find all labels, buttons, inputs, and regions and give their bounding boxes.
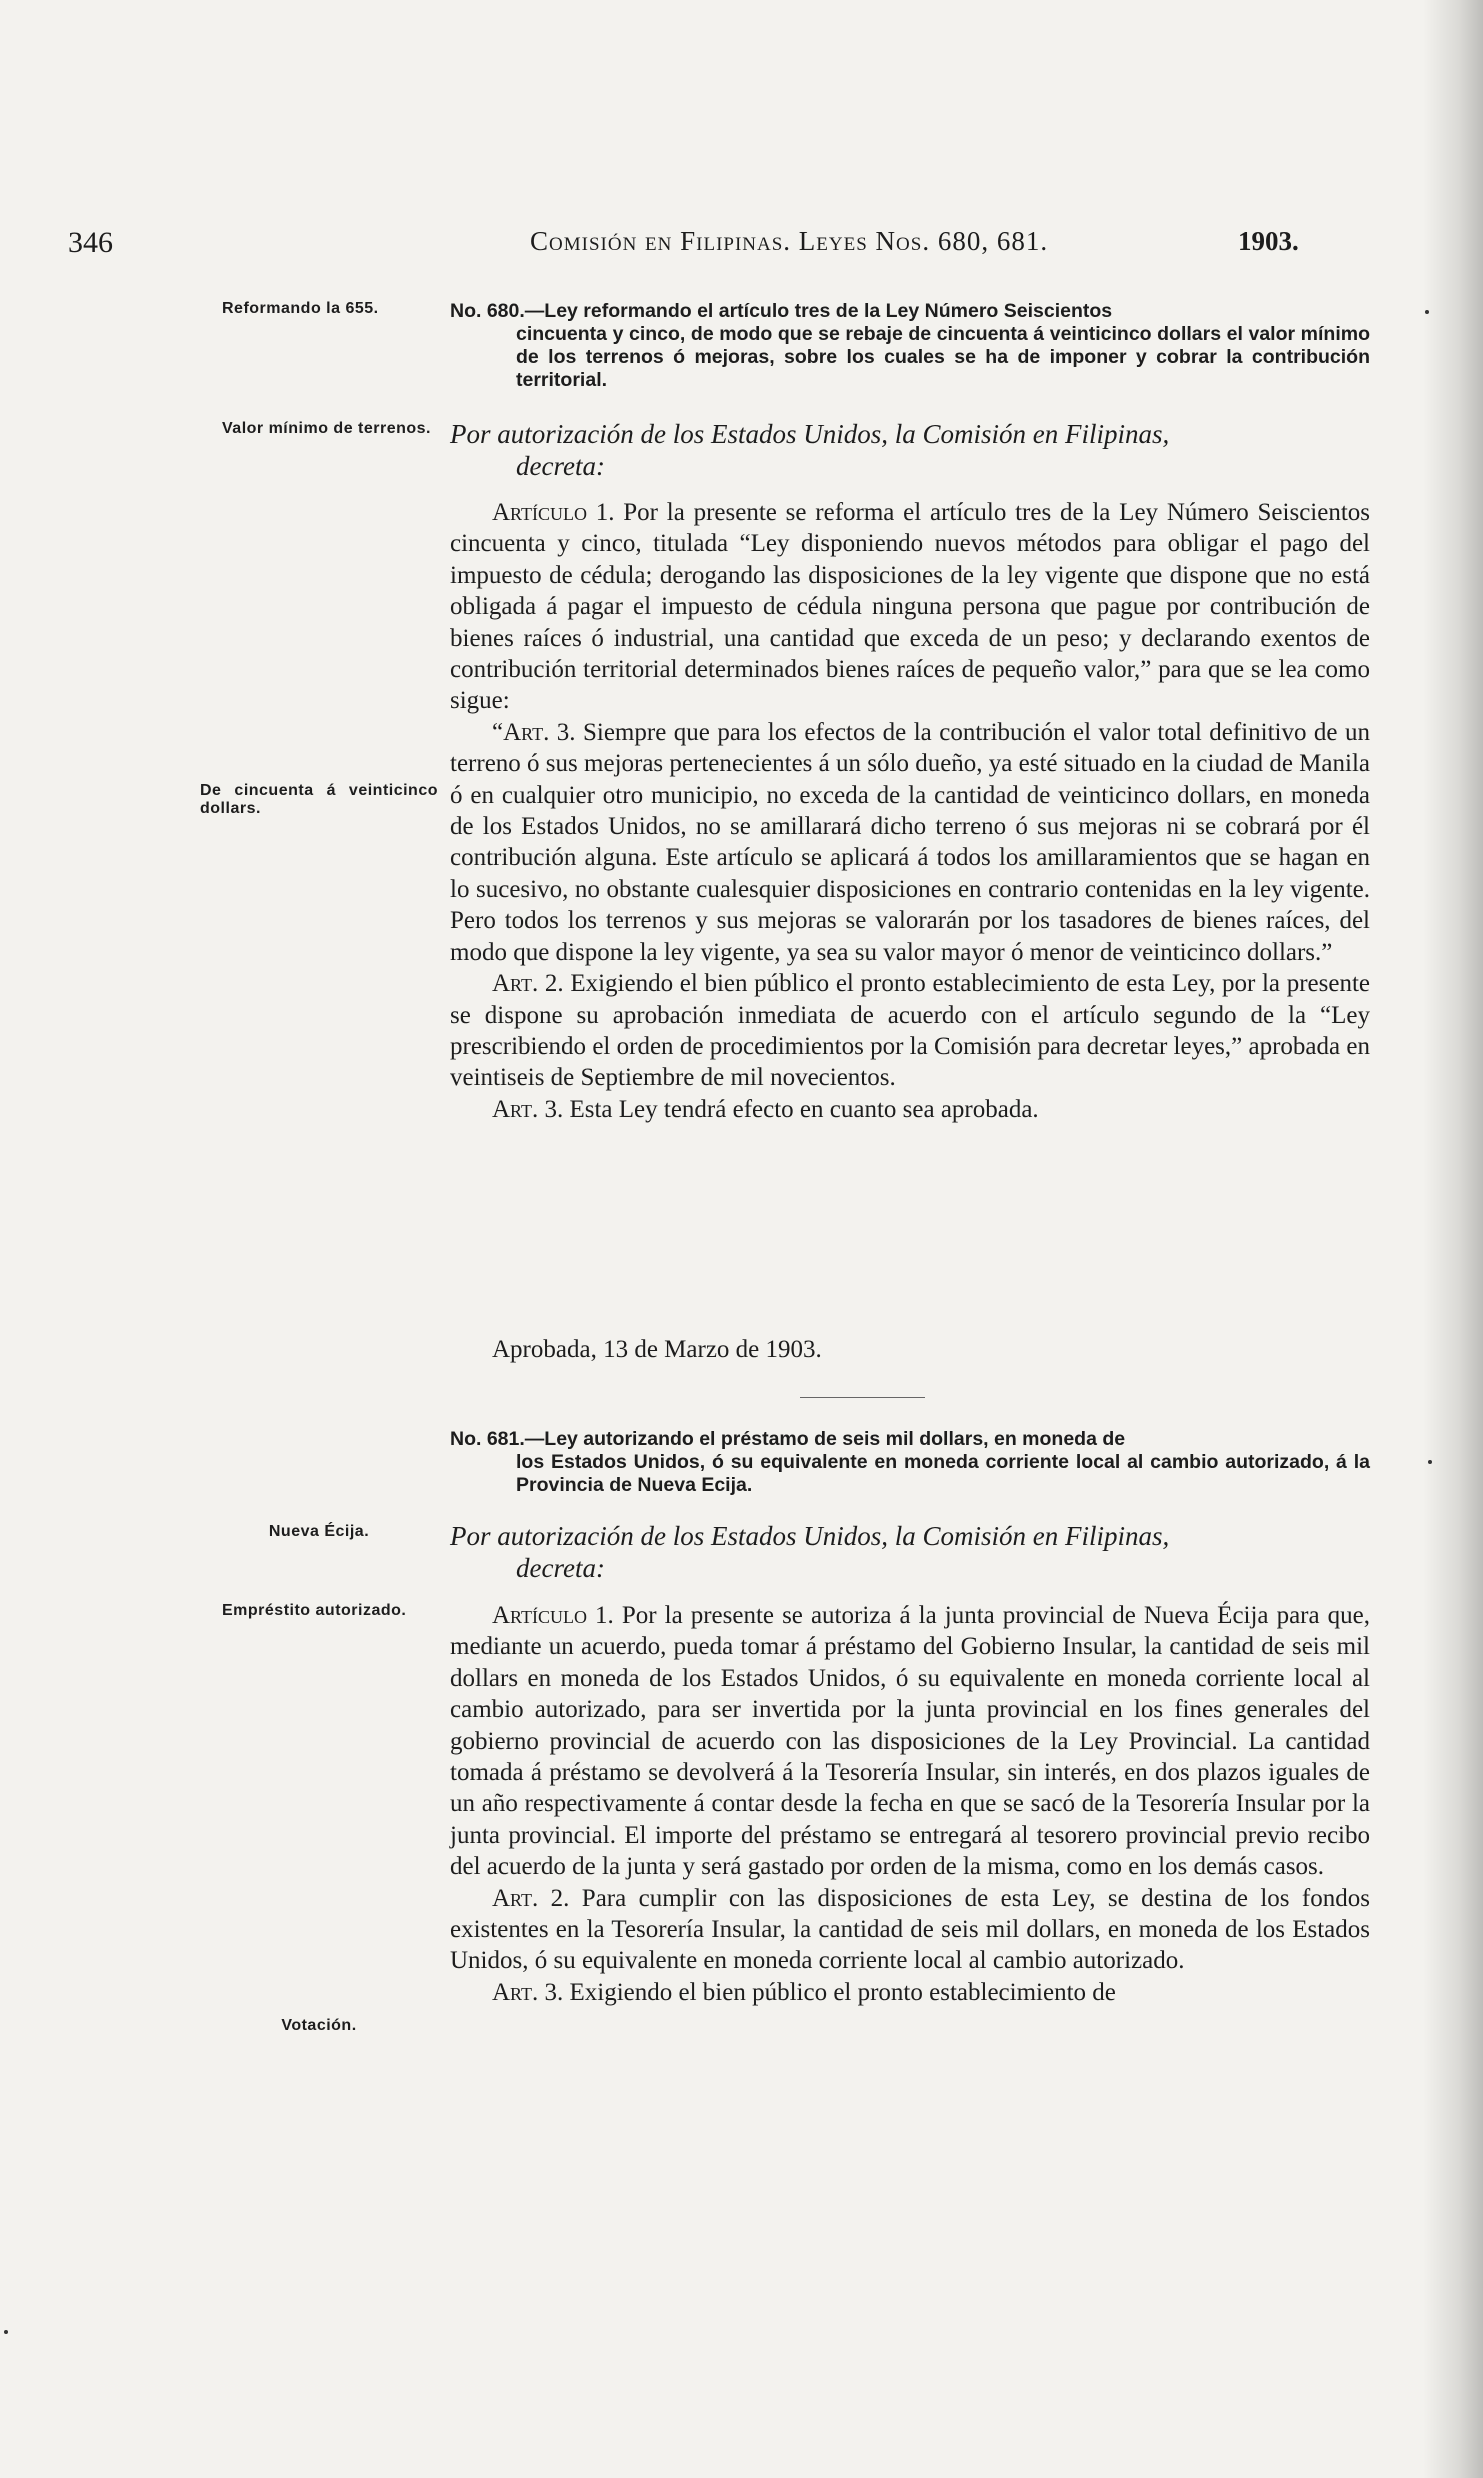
law-681-title-first-line: No. 681.—Ley autorizando el préstamo de seis mil dollars, en moneda de <box>450 1428 1126 1450</box>
law-681-title <box>450 1428 1370 1497</box>
law-680-article-1 <box>450 497 1370 717</box>
law-680-article-3-label: “Art. 3. <box>492 718 576 746</box>
margin-note-cincuenta: De cincuenta á veinticinco dollars. <box>200 782 438 817</box>
law-680-authority <box>450 418 1370 482</box>
law-680-authority-text: Por autorización de los Estados Unidos, la Comisión en Filipinas, <box>450 419 1170 449</box>
law-680-article-2 <box>450 968 1370 1094</box>
law-680-title-continuation: cincuenta y cinco, de modo que se rebaje de cincuenta á veinticinco dollars el valor mínimo de los terrenos ó mejoras, sobre los cuales se ha de imponer y cobrar la contribución territorial. <box>516 323 1370 391</box>
law-680-article-1-label: Artículo 1. <box>492 499 615 526</box>
scan-speck <box>4 2330 8 2334</box>
law-681-article-2-label: Art. 2. <box>492 1884 570 1912</box>
page-spine-shadow <box>1423 0 1483 2478</box>
scan-speck <box>1428 1460 1432 1464</box>
margin-note-emprestito: Empréstito autorizado. <box>222 1602 407 1619</box>
law-680-article-3b-text: Esta Ley tendrá efecto en cuanto sea aprobada. <box>563 1095 1039 1123</box>
law-681-authority-text: Por autorización de los Estados Unidos, la Comisión en Filipinas, <box>450 1521 1170 1551</box>
law-680-article-3b-label: Art. 3. <box>492 1095 564 1123</box>
margin-note-reformando: Reformando la 655. <box>222 300 379 317</box>
margin-note-valor-minimo: Valor mínimo de terrenos. <box>222 420 431 437</box>
page-number: 346 <box>68 226 113 259</box>
law-680-decreta: decreta: <box>516 451 605 481</box>
law-680-article-2-label: Art. 2. <box>492 970 564 998</box>
header-title: Comisión en Filipinas. Leyes Nos. 680, 681. <box>530 226 1049 256</box>
law-681-article-1 <box>450 1600 1370 1883</box>
header-year: 1903. <box>1238 226 1299 256</box>
law-680-article-3-quoted <box>450 717 1370 968</box>
law-681-article-1-label: Artículo 1. <box>492 1602 614 1629</box>
scan-speck <box>1425 310 1429 314</box>
section-divider <box>800 1397 925 1398</box>
law-681-article-1-text: Por la presente se autoriza á la junta provincial de Nueva Écija para que, mediante un acuerdo, pueda tomar á préstamo del Gobierno Insular, la cantidad de seis mil dollars en moneda de los Estados Unidos, ó su equivalente en moneda corriente local al cambio autorizado, para ser invertida por la junta provincial en los fines generales del gobierno provincial de acuerdo con las disposiciones de la Ley Provincial. La cantidad tomada á préstamo se devolverá á la Tesorería Insular, sin interés, en dos plazos iguales de un año respectivamente á contar desde la fecha en que se sacó de la Tesorería Insular por la junta provincial. El importe del préstamo se entregará al tesorero provincial previo recibo del acuerdo de la junta y será gastado por orden de la misma, como en los demás casos. <box>450 1602 1371 1881</box>
law-680-article-2-text: Exigiendo el bien público el pronto establecimiento de esta Ley, por la presente se dispone su aprobación inmediata de acuerdo con el artículo segundo de la “Ley prescribiendo el orden de procedimientos por la Comisión para decretar leyes,” aprobada en veintiseis de Septiembre de mil novecientos. <box>450 970 1370 1092</box>
law-681-authority <box>450 1520 1370 1584</box>
law-681-article-2 <box>450 1883 1370 1977</box>
law-681-article-3-label: Art. 3. <box>492 1978 564 2006</box>
law-680-article-3 <box>450 1094 1370 1125</box>
law-681-article-2-text: Para cumplir con las disposiciones de esta Ley, se destina de los fondos existentes en la Tesorería Insular, la cantidad de seis mil dollars, en moneda de los Estados Unidos, ó su equivalente en moneda corriente local al cambio autorizado. <box>450 1884 1370 1975</box>
law-681-body <box>450 1600 1370 2008</box>
law-681-article-3 <box>450 1977 1370 2008</box>
law-680-title-first-line: No. 680.—Ley reformando el artículo tres de la Ley Número Seiscientos <box>450 300 1113 322</box>
law-680-title <box>450 300 1370 392</box>
law-680-article-3-text: Siempre que para los efectos de la contribución el valor total definitivo de un terreno ó sus mejoras pertenecientes á un sólo dueño, ya esté situado en la ciudad de Manila ó en cualquier otro municipio, no exceda de la cantidad de veinticinco dollars, en moneda de los Estados Unidos, no se amillarará dicho terreno ó sus mejoras ni se cobrará por él contribución alguna. Este artículo se aplicará á todos los amillaramientos que se hagan en lo sucesivo, no obstante cualesquier disposiciones en contrario contenidas en la ley vigente. Pero todos los terrenos y sus mejoras se valorarán por los tasadores de bienes raíces, del modo que dispone la ley vigente, ya sea su valor mayor ó menor de veinticinco dollars.” <box>450 718 1370 966</box>
margin-note-nueva-ecija: Nueva Écija. <box>268 1523 370 1540</box>
running-header <box>0 226 1483 266</box>
law-680-body <box>450 497 1370 1125</box>
law-681-title-continuation: los Estados Unidos, ó su equivalente en moneda corriente local al cambio autorizado, á la Provincia de Nueva Ecija. <box>516 1451 1370 1496</box>
law-680-article-1-text: Por la presente se reforma el artículo tres de la Ley Número Seiscientos cincuenta y cinco, titulada “Ley disponiendo nuevos métodos para obligar el pago del impuesto de cédula; derogando las disposiciones de la ley vigente que dispone que no está obligada á pagar el impuesto de cédula ninguna persona que pague por contribución de bienes raíces ó industrial, una cantidad que exceda de un peso; y declarando exentos de contribución territorial determinados bienes raíces de pequeño valor,” para que se lea como sigue: <box>450 499 1371 715</box>
margin-note-votacion: Votación. <box>281 2017 357 2034</box>
law-680-approval-date: Aprobada, 13 de Marzo de 1903. <box>492 1336 822 1363</box>
law-681-article-3-text: Exigiendo el bien público el pronto establecimiento de <box>563 1978 1116 2006</box>
law-681-decreta: decreta: <box>516 1553 605 1583</box>
